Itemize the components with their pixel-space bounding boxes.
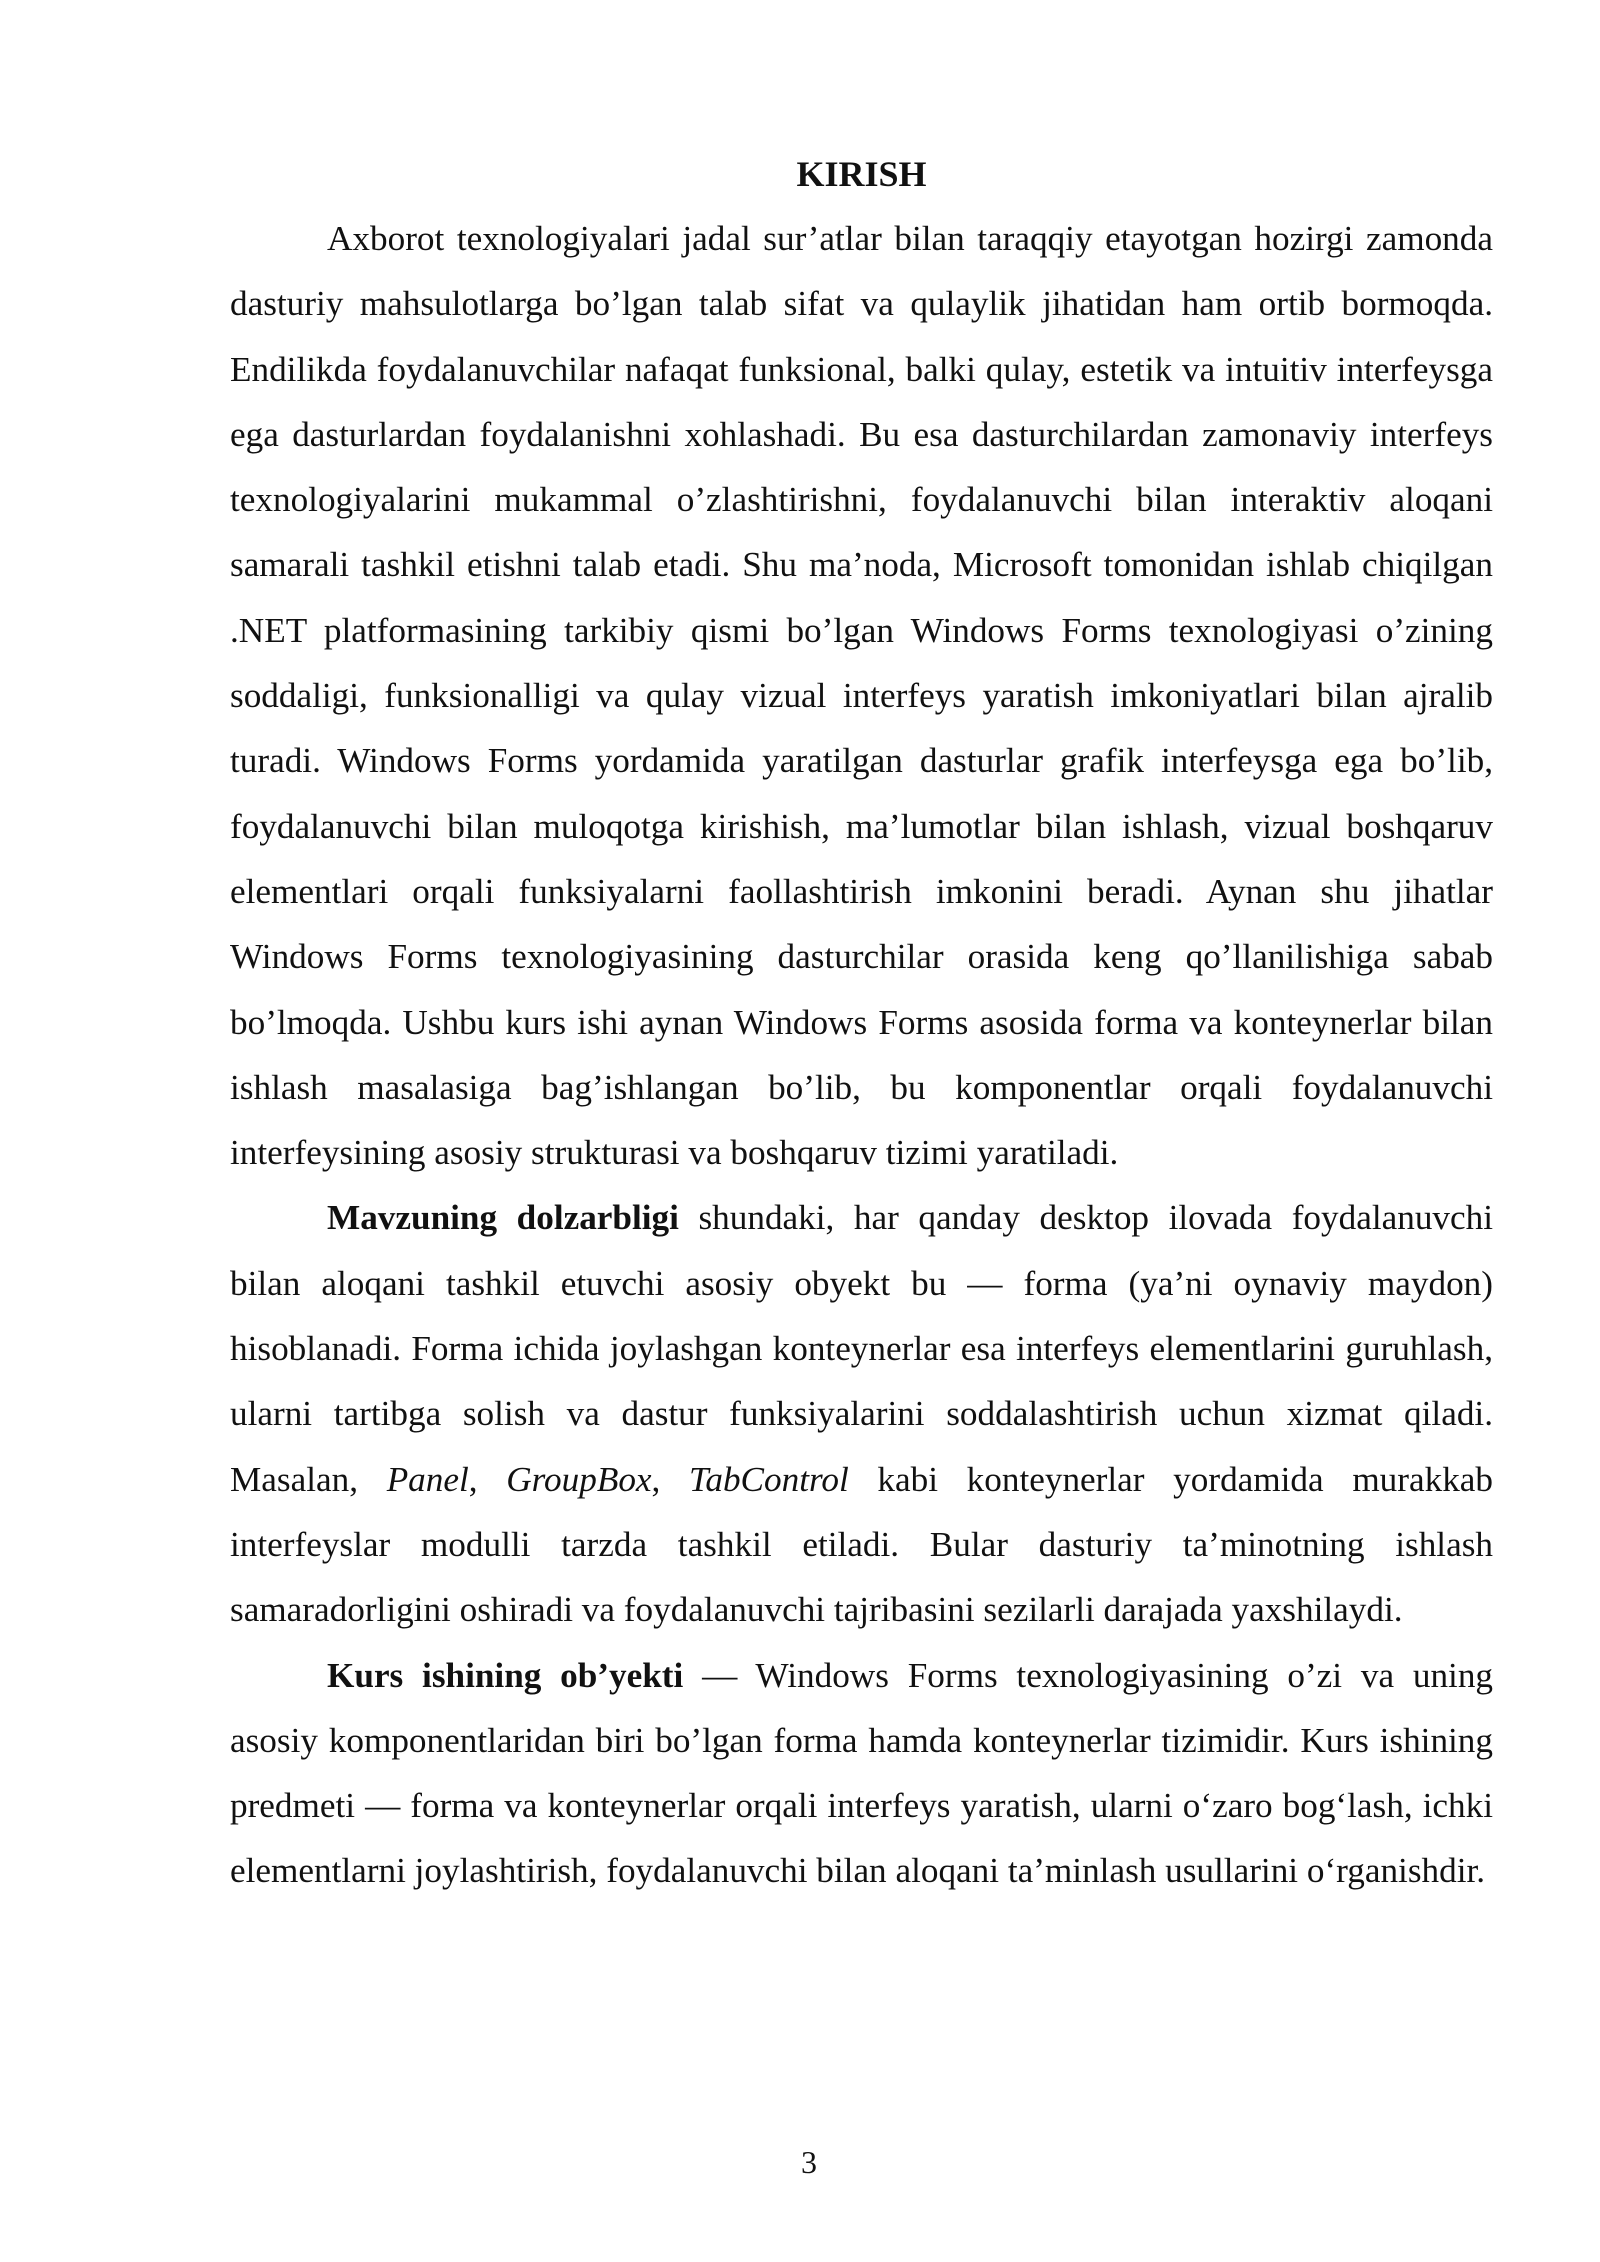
section-title: KIRISH — [796, 154, 927, 194]
relevance-paragraph — [230, 1185, 1493, 1642]
term-panel: Panel — [386, 1459, 469, 1499]
intro-paragraph: Axborot texnologiyalari jadal sur’atlar bilan taraqqiy etayotgan hozirgi zamonda dasturiy mahsulotlarga bo’lgan talab sifat va qulaylik jihatidan ham ortib bormoqda. Endilikda foydalanuvchilar nafaqat funksional, balki qulay, estetik va intuitiv interfeysga ega dasturlardan foydalanishni xohlashadi. Bu esa dasturchilardan zamonaviy interfeys texnologiyalarini mukammal o’zlashtirishni, foydalanuvchi bilan interaktiv aloqani samarali tashkil etishni talab etadi. Shu ma’noda, Microsoft tomonidan ishlab chiqilgan .NET platformasining tarkibiy qismi bo’lgan Windows Forms texnologiyasi o’zining soddaligi, funksionalligi va qulay vizual interfeys yaratish imkoniyatlari bilan ajralib turadi. Windows Forms yordamida yaratilgan dasturlar grafik interfeysga ega bo’lib, foydalanuvchi bilan muloqotga kirishish, ma’lumotlar bilan ishlash, vizual boshqaruv elementlari orqali funksiyalarni faollashtirish imkonini beradi. Aynan shu jihatlar Windows Forms texnologiyasining dasturchilar orasida keng qo’llanilishiga sabab bo’lmoqda. Ushbu kurs ishi aynan Windows Forms asosida forma va konteynerlar bilan ishlash masalasiga bag’ishlangan bo’lib, bu komponentlar orqali foydalanuvchi interfeysining asosiy strukturasi va boshqaruv tizimi yaratiladi. — [230, 219, 1493, 1173]
term-groupbox: GroupBox — [506, 1459, 652, 1499]
relevance-text-b: kabi konteynerlar yordamida murakkab interfeyslar modulli tarzda tashkil etiladi. Bular dasturiy ta’minotning ishlash samaradorligini oshiradi va foydalanuvchi tajribasini sezilarli darajada yaxshilaydi. — [230, 1459, 1494, 1630]
term-tabcontrol: TabControl — [689, 1459, 849, 1499]
object-paragraph — [230, 1643, 1493, 1904]
object-text: — Windows Forms texnologiyasining o’zi va uning asosiy komponentlaridan biri bo’lgan forma hamda konteynerlar tizimidir. Kurs ishining predmeti — forma va konteynerlar orqali interfeys yaratish, ularni o‘zaro bog‘lash, ichki elementlarni joylashtirish, foydalanuvchi bilan aloqani ta’minlash usullarini o‘rganishdir. — [230, 1655, 1494, 1891]
object-heading: Kurs ishining ob’yekti — [327, 1655, 684, 1695]
separator-2: , — [651, 1459, 690, 1499]
page-content — [230, 150, 1493, 1904]
relevance-text-a: shundaki, har qanday desktop ilovada foydalanuvchi bilan aloqani tashkil etuvchi asosiy obyekt bu — forma (ya’ni oynaviy maydon) hisoblanadi. Forma ichida joylashgan konteynerlar esa interfeys elementlarini guruhlash, ularni tartibga solish va dastur funksiyalarini soddalashtirish uchun xizmat qiladi. Masalan, — [230, 1198, 1493, 1499]
page-number: 3 — [801, 2144, 817, 2180]
separator-1: , — [468, 1459, 507, 1499]
relevance-heading: Mavzuning dolzarbligi — [327, 1198, 679, 1238]
